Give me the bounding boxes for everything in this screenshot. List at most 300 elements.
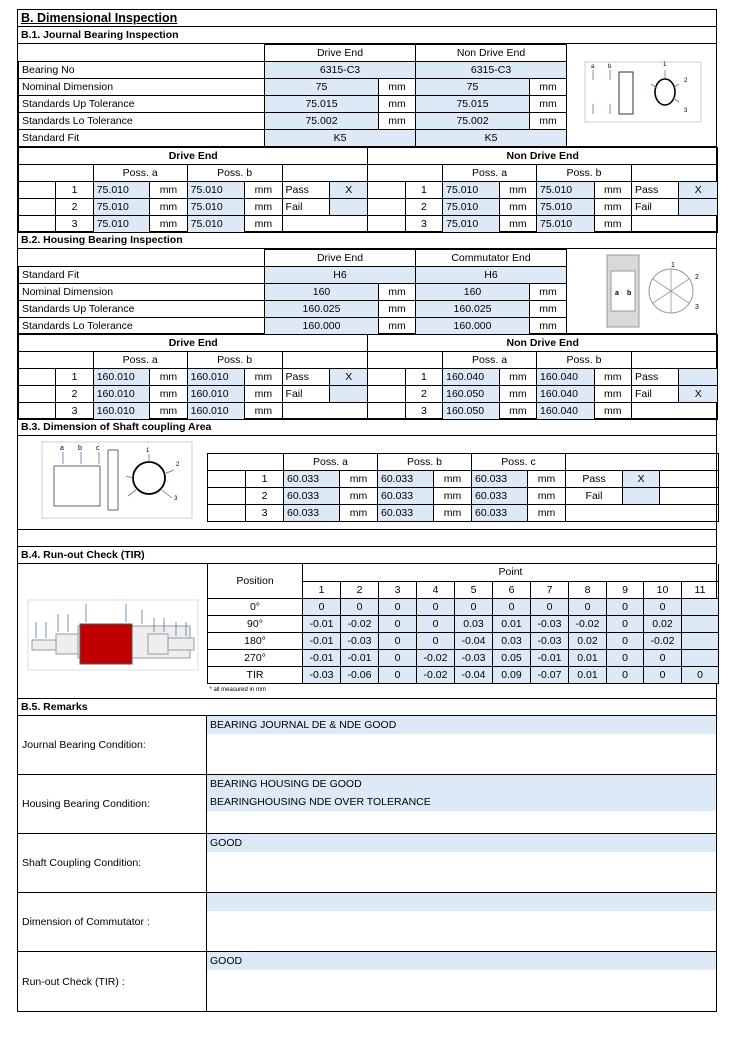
inspection-sheet — [17, 9, 717, 1012]
remark-line — [207, 870, 716, 888]
b1-de-unit: mm — [245, 199, 282, 216]
b1-de-index: 1 — [56, 182, 93, 199]
b4-position-value: 180° — [208, 632, 303, 649]
b4-runout-value — [682, 632, 719, 649]
b1-de-pass-label: Pass — [282, 182, 329, 199]
b1-nde-unit: mm — [499, 199, 536, 216]
b2-de-poss-a-value: 160.010 — [93, 386, 150, 403]
b3-fail-mark — [623, 488, 660, 505]
b2-nde-spacer — [368, 403, 405, 420]
remark-line — [207, 929, 716, 947]
b4-runout-value: -0.03 — [303, 666, 341, 683]
remark-line: BEARING JOURNAL DE & NDE GOOD — [207, 716, 716, 734]
b3-poss-b-value: 60.033 — [378, 471, 434, 488]
b1-spec-de-value: 75.002 — [265, 113, 379, 130]
b4-runout-value — [682, 649, 719, 666]
b1-spec-label: Standard Fit — [19, 130, 265, 147]
remark-line: BEARING HOUSING DE GOOD — [207, 775, 716, 793]
b1-spec-row — [19, 79, 567, 96]
b4-runout-value: 0 — [379, 615, 417, 632]
b4-runout-value: 0.05 — [493, 649, 531, 666]
b2-spec-unit: mm — [530, 301, 567, 318]
remark-label: Journal Bearing Condition: — [18, 716, 207, 774]
b1-de-poss-a: Poss. a — [93, 165, 187, 182]
b2-de-poss-b-value: 160.010 — [187, 386, 245, 403]
b4-runout-value: -0.03 — [455, 649, 493, 666]
section-b3-heading: B.3. Dimension of Shaft coupling Area — [18, 419, 716, 436]
b2-de-unit: mm — [150, 386, 187, 403]
b2-spec-unit: mm — [530, 318, 567, 335]
b4-runout-value: -0.03 — [531, 615, 569, 632]
b1-de-unit: mm — [150, 216, 187, 233]
b2-spec-ce-value: 160.025 — [416, 301, 530, 318]
b1-spec-row — [19, 62, 567, 79]
b4-point-number: 1 — [303, 581, 341, 598]
b1-spec-unit: mm — [379, 96, 416, 113]
b1-spec-unit: mm — [530, 96, 567, 113]
b1-nde-index: 2 — [405, 199, 442, 216]
b1-nde-poss-a-value: 75.010 — [443, 216, 500, 233]
b4-runout-value: -0.03 — [341, 632, 379, 649]
b2-de-index: 1 — [56, 369, 93, 386]
b2-nde-poss-a-value: 160.040 — [443, 369, 500, 386]
b1-de-poss-b: Poss. b — [187, 165, 282, 182]
b4-runout-value: 0.01 — [569, 649, 607, 666]
b4-runout-value — [682, 598, 719, 615]
b3-coupling-diagram — [18, 436, 207, 529]
b3-poss-a: Poss. a — [284, 454, 378, 471]
b3-spacer — [208, 488, 246, 505]
b3-poss-c: Poss. c — [472, 454, 566, 471]
remark-row — [18, 716, 716, 775]
remark-line — [207, 988, 716, 1006]
b3-unit: mm — [434, 471, 472, 488]
b2-de-fail-mark — [330, 386, 368, 403]
b4-runout-value: -0.01 — [341, 649, 379, 666]
b4-runout-row — [208, 615, 719, 632]
b3-index: 1 — [246, 471, 284, 488]
remark-line — [207, 893, 716, 911]
b4-runout-value: -0.01 — [531, 649, 569, 666]
b2-spec-table — [18, 249, 567, 335]
b4-point-number: 6 — [493, 581, 531, 598]
b1-de-index: 2 — [56, 199, 93, 216]
b2-de-poss-b-value: 160.010 — [187, 369, 245, 386]
b4-point-number: 7 — [531, 581, 569, 598]
b2-nde-empty — [631, 403, 717, 420]
b1-spec-row — [19, 113, 567, 130]
b1-nde-pass-mark: X — [679, 182, 718, 199]
b4-runout-value: 0.09 — [493, 666, 531, 683]
b1-de-index: 3 — [56, 216, 93, 233]
b2-spec-row — [19, 284, 567, 301]
b2-de-poss-b-value: 160.010 — [187, 403, 245, 420]
diagram3-label-a: a — [60, 445, 64, 452]
b1-nde-poss-a: Poss. a — [443, 165, 537, 182]
b2-nde-spacer — [368, 369, 405, 386]
remark-line — [207, 911, 716, 929]
b1-spec-nde-value: 75.002 — [416, 113, 530, 130]
b1-journal-diagram — [566, 44, 717, 146]
b1-nde-index: 3 — [405, 216, 442, 233]
b1-nde-pass-label: Pass — [631, 182, 678, 199]
b4-runout-value: -0.04 — [455, 632, 493, 649]
diagram3-point-1: 1 — [146, 448, 150, 454]
b1-nde-empty — [631, 216, 717, 233]
b1-nde-unit: mm — [594, 182, 631, 199]
b4-runout-value: 0 — [417, 632, 455, 649]
remark-row — [18, 952, 716, 1011]
b3-poss-c-value: 60.033 — [472, 471, 528, 488]
b2-spec-label: Standard Fit — [19, 267, 265, 284]
b1-spec-label: Standards Lo Tolerance — [19, 113, 265, 130]
b3-unit: mm — [340, 505, 378, 522]
b2-non-drive-end-header: Non Drive End — [368, 335, 718, 352]
b2-nde-unit: mm — [594, 386, 631, 403]
b1-nde-unit: mm — [499, 182, 536, 199]
b1-spec-de-value: 6315-C3 — [265, 62, 416, 79]
b4-position-header: Position — [208, 564, 303, 598]
b4-note: * all measured in mm — [209, 687, 266, 694]
b4-rotor-diagram — [18, 564, 207, 698]
b4-runout-value: -0.07 — [531, 666, 569, 683]
b4-runout-table — [207, 564, 719, 697]
b4-runout-value: 0 — [379, 598, 417, 615]
b3-empty — [566, 505, 719, 522]
b1-spec-de-value: K5 — [265, 130, 416, 147]
b1-spec-table — [18, 44, 567, 147]
b4-point-number: 10 — [644, 581, 682, 598]
b4-runout-value: -0.03 — [531, 632, 569, 649]
remark-line — [207, 970, 716, 988]
b3-pass-label: Pass — [566, 471, 623, 488]
b2-measure-table — [18, 334, 718, 420]
b1-de-unit: mm — [245, 182, 282, 199]
b4-runout-value: 0 — [379, 666, 417, 683]
b1-nde-fail-label: Fail — [631, 199, 678, 216]
b5-remarks — [18, 716, 716, 1011]
b3-poss-a-value: 60.033 — [284, 471, 340, 488]
b2-spec-row — [19, 267, 567, 284]
b3-index: 3 — [246, 505, 284, 522]
b3-measure-row — [208, 505, 719, 522]
b1-nde-unit: mm — [594, 199, 631, 216]
remark-row — [18, 775, 716, 834]
b1-de-poss-a-value: 75.010 — [93, 182, 150, 199]
b1-measure-row — [19, 182, 718, 199]
b1-drive-end-header: Drive End — [19, 148, 368, 165]
remark-row — [18, 893, 716, 952]
b1-de-spacer — [19, 216, 56, 233]
remark-line: GOOD — [207, 834, 716, 852]
b1-col-drive-end: Drive End — [265, 45, 416, 62]
b3-poss-a-value: 60.033 — [284, 505, 340, 522]
b1-de-poss-b-value: 75.010 — [187, 216, 245, 233]
b2-nde-index: 3 — [405, 403, 442, 420]
b3-unit: mm — [528, 505, 566, 522]
remark-value[interactable] — [207, 775, 716, 833]
b1-spec-label: Bearing No — [19, 62, 265, 79]
diagram3-label-b: b — [78, 445, 82, 452]
b1-spec-nde-value: 75.015 — [416, 96, 530, 113]
b3-unit: mm — [528, 488, 566, 505]
b1-nde-poss-a-value: 75.010 — [443, 182, 500, 199]
b2-spec-label: Standards Lo Tolerance — [19, 318, 265, 335]
b2-nde-pass-mark — [679, 369, 718, 386]
b2-spec-ce-value: H6 — [416, 267, 567, 284]
b2-nde-unit: mm — [499, 386, 536, 403]
diagram2-point-2: 2 — [695, 274, 699, 281]
b1-nde-fail-mark — [679, 199, 718, 216]
section-b2-heading: B.2. Housing Bearing Inspection — [18, 232, 716, 249]
b2-nde-poss-b-value: 160.040 — [537, 369, 595, 386]
b3-empty — [660, 488, 719, 505]
b2-de-spacer — [19, 403, 56, 420]
b2-measure-row — [19, 403, 718, 420]
b4-runout-value: 0 — [607, 598, 644, 615]
b2-col-drive-end: Drive End — [265, 250, 416, 267]
b2-spec-block — [18, 249, 716, 334]
b2-nde-poss-b: Poss. b — [537, 352, 632, 369]
b4-runout-value: 0 — [455, 598, 493, 615]
section-b4-heading: B.4. Run-out Check (TIR) — [18, 547, 716, 564]
b2-de-pass-mark: X — [330, 369, 368, 386]
b4-runout-value: -0.02 — [417, 649, 455, 666]
b4-runout-value: 0.03 — [455, 615, 493, 632]
b1-spec-unit: mm — [379, 113, 416, 130]
b1-de-pass-mark: X — [330, 182, 368, 199]
b1-nde-poss-a-value: 75.010 — [443, 199, 500, 216]
b2-measure-block — [18, 334, 716, 419]
diagram2-point-3: 3 — [695, 304, 699, 311]
b4-runout-value: 0 — [644, 666, 682, 683]
b4-point-number: 3 — [379, 581, 417, 598]
b1-de-fail-label: Fail — [282, 199, 329, 216]
b4-point-number: 2 — [341, 581, 379, 598]
remark-label: Shaft Coupling Condition: — [18, 834, 207, 892]
b4-runout-value: 0 — [531, 598, 569, 615]
b1-spec-de-value: 75.015 — [265, 96, 379, 113]
b1-spec-row — [19, 96, 567, 113]
b4-runout-value: 0.01 — [493, 615, 531, 632]
remark-line — [207, 752, 716, 770]
b2-nde-unit: mm — [499, 369, 536, 386]
b2-de-poss-a-value: 160.010 — [93, 403, 150, 420]
b4-runout-value: -0.04 — [455, 666, 493, 683]
b1-nde-unit: mm — [594, 216, 631, 233]
b2-de-unit: mm — [245, 386, 282, 403]
b3-poss-b: Poss. b — [378, 454, 472, 471]
b3-spacer — [208, 471, 246, 488]
b2-de-spacer — [19, 386, 56, 403]
b4-runout-value: 0 — [303, 598, 341, 615]
b2-nde-unit: mm — [594, 403, 631, 420]
b3-empty — [660, 471, 719, 488]
b2-spec-de-value: H6 — [265, 267, 416, 284]
b4-position-value: 270° — [208, 649, 303, 666]
remark-label: Housing Bearing Condition: — [18, 775, 207, 833]
b3-poss-b-value: 60.033 — [378, 488, 434, 505]
b2-spec-ce-value: 160 — [416, 284, 530, 301]
b3-unit: mm — [340, 488, 378, 505]
b4-runout-value: 0 — [644, 649, 682, 666]
b3-unit: mm — [434, 505, 472, 522]
b1-de-poss-a-value: 75.010 — [93, 216, 150, 233]
diagram3-label-c: c — [96, 445, 100, 452]
b4-point-number: 8 — [569, 581, 607, 598]
b2-de-unit: mm — [150, 403, 187, 420]
b1-de-spacer — [19, 199, 56, 216]
b2-de-pass-label: Pass — [282, 369, 329, 386]
b2-spec-unit: mm — [379, 284, 416, 301]
b2-nde-poss-a-value: 160.050 — [443, 386, 500, 403]
diagram-point-3: 3 — [684, 108, 688, 114]
b1-nde-index: 1 — [405, 182, 442, 199]
b4-runout-value: -0.06 — [341, 666, 379, 683]
diagram-point-1: 1 — [663, 62, 667, 68]
b1-spec-label: Standards Up Tolerance — [19, 96, 265, 113]
b2-col-commutator-end: Commutator End — [416, 250, 567, 267]
b4-runout-value — [682, 615, 719, 632]
b1-nde-unit: mm — [499, 216, 536, 233]
b3-unit: mm — [434, 488, 472, 505]
remark-line — [207, 852, 716, 870]
diagram2-label-a: a — [615, 290, 619, 297]
b3-measure-table — [207, 453, 719, 522]
b3-pass-mark: X — [623, 471, 660, 488]
b4-runout-value: 0 — [341, 598, 379, 615]
b2-de-index: 2 — [56, 386, 93, 403]
remark-line: BEARINGHOUSING NDE OVER TOLERANCE — [207, 793, 716, 811]
remark-value[interactable] — [207, 952, 716, 1011]
b2-measure-row — [19, 386, 718, 403]
b2-spec-label: Nominal Dimension — [19, 284, 265, 301]
b4-runout-value: -0.02 — [569, 615, 607, 632]
b3-poss-c-value: 60.033 — [472, 488, 528, 505]
b1-spec-nde-value: 75 — [416, 79, 530, 96]
b2-de-unit: mm — [150, 369, 187, 386]
b2-spec-de-value: 160.000 — [265, 318, 379, 335]
b2-de-fail-label: Fail — [282, 386, 329, 403]
b2-nde-unit: mm — [594, 369, 631, 386]
b4-runout-value: -0.02 — [417, 666, 455, 683]
b1-de-empty — [282, 216, 368, 233]
b1-measure-block — [18, 147, 716, 232]
b3-measure-row — [208, 471, 719, 488]
b1-spec-row — [19, 130, 567, 147]
b4-runout-value: -0.02 — [341, 615, 379, 632]
b4-position-value: 0° — [208, 598, 303, 615]
b2-nde-spacer — [368, 386, 405, 403]
remark-line — [207, 734, 716, 752]
b2-spec-de-value: 160 — [265, 284, 379, 301]
b1-spec-label: Nominal Dimension — [19, 79, 265, 96]
b4-point-number: 5 — [455, 581, 493, 598]
b1-measure-table — [18, 147, 718, 233]
diagram2-point-1: 1 — [671, 262, 675, 269]
b4-runout-value: 0 — [607, 615, 644, 632]
b2-de-unit: mm — [245, 369, 282, 386]
b4-runout-value: 0 — [607, 666, 644, 683]
b4-runout-value: 0.02 — [644, 615, 682, 632]
b2-spec-unit: mm — [379, 301, 416, 318]
b1-de-fail-mark — [330, 199, 368, 216]
spacer-row — [18, 530, 716, 547]
b4-point-number: 4 — [417, 581, 455, 598]
b2-spec-row — [19, 318, 567, 335]
b4-runout-value: 0 — [644, 598, 682, 615]
b4-runout-value: 0 — [493, 598, 531, 615]
b1-nde-poss-b: Poss. b — [537, 165, 632, 182]
remark-line: GOOD — [207, 952, 716, 970]
diagram3-point-3: 3 — [174, 496, 178, 502]
b4-point-header: Point — [303, 564, 719, 581]
b1-de-spacer — [19, 182, 56, 199]
b2-de-unit: mm — [245, 403, 282, 420]
b1-spec-de-value: 75 — [265, 79, 379, 96]
b2-de-poss-a-value: 160.010 — [93, 369, 150, 386]
section-b1-heading: B.1. Journal Bearing Inspection — [18, 27, 716, 44]
b1-nde-poss-b-value: 75.010 — [537, 199, 595, 216]
b3-poss-c-value: 60.033 — [472, 505, 528, 522]
b4-runout-value: 0 — [607, 632, 644, 649]
b1-de-unit: mm — [150, 199, 187, 216]
diagram-label-b: b — [608, 64, 612, 70]
b4-runout-value: -0.01 — [303, 615, 341, 632]
page-title: B. Dimensional Inspection — [18, 10, 716, 27]
b2-de-empty — [282, 403, 368, 420]
b2-nde-index: 1 — [405, 369, 442, 386]
b1-spec-nde-value: K5 — [416, 130, 567, 147]
b2-nde-pass-label: Pass — [631, 369, 678, 386]
b2-nde-poss-b-value: 160.040 — [537, 386, 595, 403]
b3-unit: mm — [528, 471, 566, 488]
b4-runout-value: 0 — [379, 649, 417, 666]
b1-col-non-drive-end: Non Drive End — [416, 45, 567, 62]
b2-spec-unit: mm — [379, 318, 416, 335]
b4-runout-row — [208, 598, 719, 615]
b4-runout-value: 0.01 — [569, 666, 607, 683]
b1-nde-spacer — [368, 199, 405, 216]
b4-runout-row — [208, 649, 719, 666]
b4-runout-value: 0 — [569, 598, 607, 615]
b2-nde-fail-label: Fail — [631, 386, 678, 403]
b2-de-poss-b: Poss. b — [187, 352, 282, 369]
section-b5-heading: B.5. Remarks — [18, 699, 716, 716]
b4-block — [18, 564, 716, 699]
b4-runout-value: 0.02 — [569, 632, 607, 649]
b2-de-poss-a: Poss. a — [93, 352, 187, 369]
remark-value[interactable] — [207, 716, 716, 774]
b2-de-index: 3 — [56, 403, 93, 420]
b4-runout-value: 0 — [607, 649, 644, 666]
b4-runout-value: 0 — [682, 666, 719, 683]
b1-de-poss-b-value: 75.010 — [187, 182, 245, 199]
b4-runout-row — [208, 666, 719, 683]
b1-spec-nde-value: 6315-C3 — [416, 62, 567, 79]
b4-point-number: 9 — [607, 581, 644, 598]
b4-position-value: 90° — [208, 615, 303, 632]
b4-point-number: 11 — [682, 581, 719, 598]
b3-poss-b-value: 60.033 — [378, 505, 434, 522]
b1-nde-spacer — [368, 216, 405, 233]
diagram-point-2: 2 — [684, 78, 688, 84]
remark-value[interactable] — [207, 893, 716, 951]
b4-position-value: TIR — [208, 666, 303, 683]
remark-value[interactable] — [207, 834, 716, 892]
b1-spec-unit: mm — [379, 79, 416, 96]
b4-runout-value: -0.01 — [303, 632, 341, 649]
